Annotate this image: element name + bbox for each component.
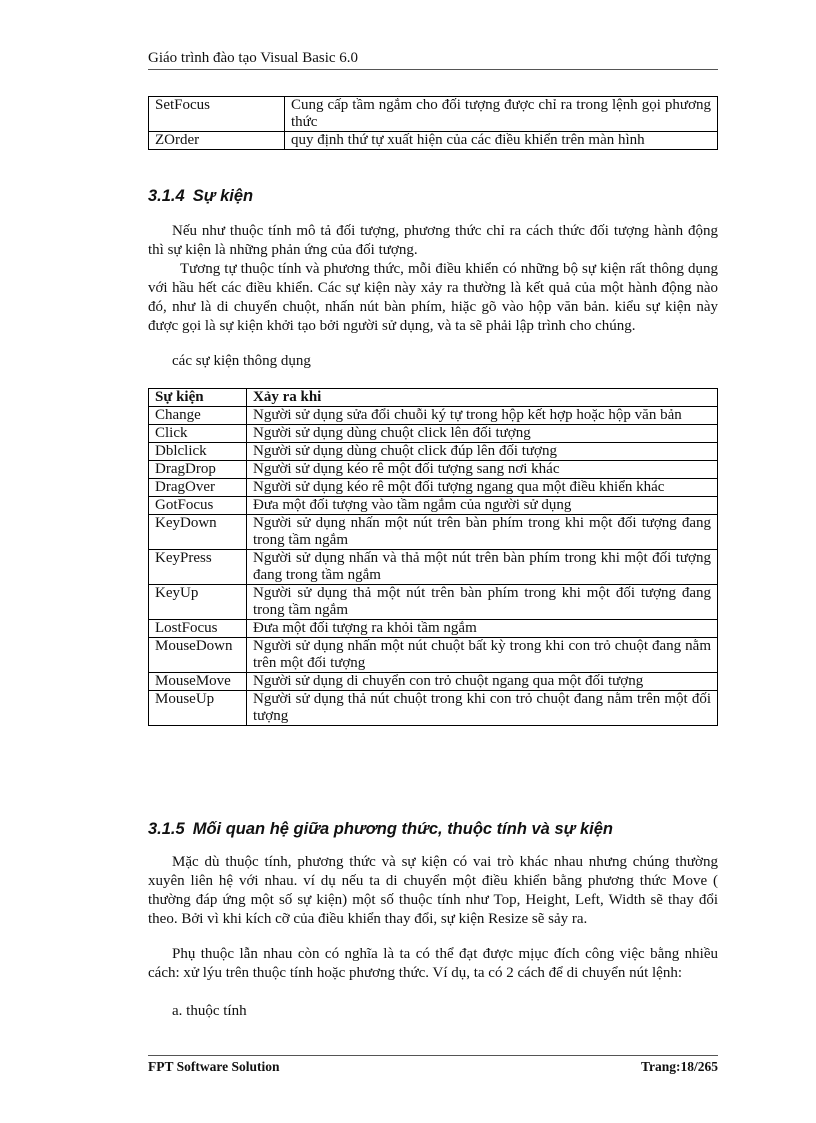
table-row — [149, 461, 718, 479]
row-description-cell: Người sử dụng kéo rê một đối tượng ngang qua một điều khiển khác — [247, 479, 718, 497]
table-header-row — [149, 389, 718, 407]
table-row — [149, 425, 718, 443]
methods-table — [148, 96, 718, 150]
table-row — [149, 550, 718, 585]
section-title: Sự kiện — [192, 187, 254, 205]
row-description-cell: Người sử dụng di chuyển con trỏ chuột ngang qua một đối tượng — [247, 673, 718, 691]
table-row — [149, 620, 718, 638]
page-number: Trang:18/265 — [641, 1059, 718, 1074]
row-description-cell: Người sử dụng dùng chuột click lên đối tượng — [247, 425, 718, 443]
table-row — [149, 443, 718, 461]
row-name-cell: DragOver — [149, 479, 247, 497]
row-name-cell: MouseMove — [149, 673, 247, 691]
row-name-cell: KeyUp — [149, 585, 247, 620]
table-row — [149, 585, 718, 620]
row-description-cell: Người sử dụng nhấn một nút trên bàn phím trong khi một đối tượng đang trong tầm ngắm — [247, 515, 718, 550]
row-description-cell: Người sử dụng kéo rê một đối tượng sang nơi khác — [247, 461, 718, 479]
row-name-cell: MouseDown — [149, 638, 247, 673]
list-item: a. thuộc tính — [172, 1003, 247, 1019]
section-heading-3-1-5 — [148, 820, 613, 839]
row-name-cell: MouseUp — [149, 691, 247, 726]
row-name-cell: KeyPress — [149, 550, 247, 585]
row-name-cell: Dblclick — [149, 443, 247, 461]
column-header: Xảy ra khi — [247, 389, 718, 407]
events-table — [148, 388, 718, 726]
header-divider — [148, 69, 718, 70]
table-row — [149, 691, 718, 726]
table-row — [149, 97, 718, 132]
row-description-cell: Người sử dụng sửa đổi chuỗi ký tự trong hộp kết hợp hoặc hộp văn bản — [247, 407, 718, 425]
table-row — [149, 132, 718, 150]
table-row — [149, 497, 718, 515]
section-number: 3.1.4 — [148, 187, 185, 205]
row-description-cell: Người sử dụng nhấn một nút chuột bất kỳ trong khi con trỏ chuột đang nằm trên một đối tượng — [247, 638, 718, 673]
row-name-cell: LostFocus — [149, 620, 247, 638]
section-number: 3.1.5 — [148, 820, 185, 838]
row-name-cell: SetFocus — [149, 97, 285, 132]
row-name-cell: GotFocus — [149, 497, 247, 515]
column-header: Sự kiện — [149, 389, 247, 407]
row-description-cell: Người sử dụng thả nút chuột trong khi con trỏ chuột đang nằm trên một đối tượng — [247, 691, 718, 726]
row-name-cell: Change — [149, 407, 247, 425]
row-description-cell: Đưa một đối tượng vào tầm ngắm của người sử dụng — [247, 497, 718, 515]
row-description-cell: Người sử dụng nhấn và thả một nút trên bàn phím trong khi một đối tượng đang trong tầm ngắm — [247, 550, 718, 585]
row-description-cell: Người sử dụng dùng chuột click đúp lên đối tượng — [247, 443, 718, 461]
paragraph: Tương tự thuộc tính và phương thức, mỗi điều khiển có những bộ sự kiện rất thông dụng với hầu hết các điều khiển. Các sự kiện này xảy ra thường là kết quả của một hành động nào đó, như là di chuyển chuột, nhấn nút bàn phím, hiặc gõ vào hộp văn bản. kiểu sự kiện này được gọi là sự kiện khởi tạo bởi người sử dụng, và ta sẽ phải lập trình cho chúng. — [148, 261, 718, 334]
paragraph: Nếu như thuộc tính mô tả đối tượng, phương thức chỉ ra cách thức đối tượng hành động thì sự kiện là những phản ứng của đối tượng. — [148, 223, 718, 258]
paragraph: Mặc dù thuộc tính, phương thức và sự kiện có vai trò khác nhau nhưng chúng thường xuyên liên hệ với nhau. ví dụ nếu ta di chuyển một điều khiển bằng phương thức Move ( thường đáp ứng một số sự kiện) một số thuộc tính như Top, Height, Left, Width sẽ thay đổi theo. Bởi vì khi kích cỡ của điều khiển thay đổi, sự kiện Resize sẽ sảy ra. — [148, 854, 718, 927]
footer-divider — [148, 1055, 718, 1056]
paragraph: các sự kiện thông dụng — [172, 353, 311, 369]
row-description-cell: Cung cấp tầm ngắm cho đối tượng được chỉ ra trong lệnh gọi phương thức — [285, 97, 718, 132]
table-row — [149, 479, 718, 497]
row-name-cell: DragDrop — [149, 461, 247, 479]
row-name-cell: KeyDown — [149, 515, 247, 550]
page-header: Giáo trình đào tạo Visual Basic 6.0 — [148, 50, 359, 66]
table-row — [149, 515, 718, 550]
table-row — [149, 673, 718, 691]
footer-company: FPT Software Solution — [148, 1059, 280, 1074]
row-description-cell: Người sử dụng thả một nút trên bàn phím trong khi một đối tượng đang trong tầm ngắm — [247, 585, 718, 620]
row-name-cell: Click — [149, 425, 247, 443]
row-name-cell: ZOrder — [149, 132, 285, 150]
row-description-cell: Đưa một đối tượng ra khỏi tầm ngắm — [247, 620, 718, 638]
section-heading-3-1-4 — [148, 187, 253, 206]
table-row — [149, 407, 718, 425]
table-row — [149, 638, 718, 673]
section-title: Mối quan hệ giữa phương thức, thuộc tính và sự kiện — [192, 820, 613, 838]
row-description-cell: quy định thứ tự xuất hiện của các điều khiển trên màn hình — [285, 132, 718, 150]
paragraph: Phụ thuộc lẫn nhau còn có nghĩa là ta có thể đạt được mịục đích công việc bằng nhiều cách: xử lýu trên thuộc tính hoặc phương thức. Ví dụ, ta có 2 cách để di chuyển nút lệnh: — [148, 946, 718, 981]
